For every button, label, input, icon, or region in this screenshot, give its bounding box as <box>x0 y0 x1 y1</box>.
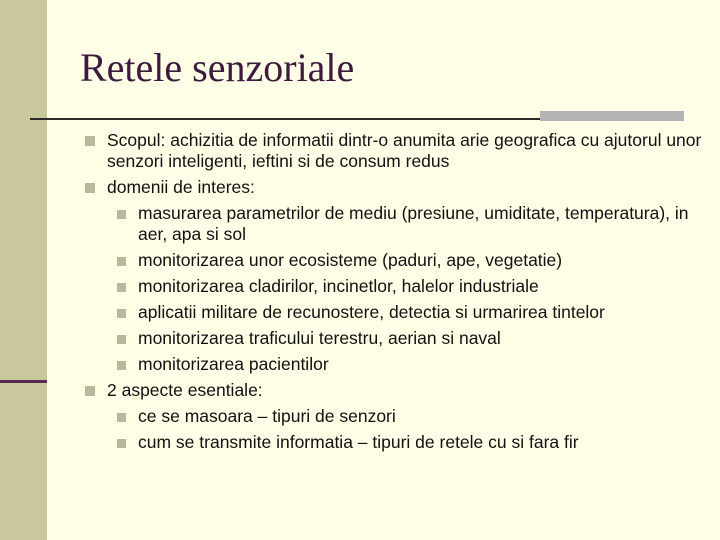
bullet-text: monitorizarea pacientilor <box>138 354 329 374</box>
square-bullet-icon <box>117 361 126 370</box>
square-bullet-icon <box>117 257 126 266</box>
sub-bullet-item <box>116 406 704 427</box>
square-bullet-icon <box>117 210 126 219</box>
title-underline <box>30 118 540 120</box>
bullet-item <box>84 130 704 172</box>
bullet-list <box>84 130 704 458</box>
square-bullet-icon <box>85 183 95 193</box>
sub-bullet-item <box>116 276 704 297</box>
bullet-item <box>84 177 704 198</box>
square-bullet-icon <box>117 335 126 344</box>
sub-bullet-item <box>116 328 704 349</box>
square-bullet-icon <box>117 439 126 448</box>
sub-bullet-item <box>116 203 704 245</box>
bullet-text: monitorizarea unor ecosisteme (paduri, ape, vegetatie) <box>138 250 563 270</box>
bullet-text: domenii de interes: <box>107 177 255 197</box>
sub-bullet-item <box>116 250 704 271</box>
left-decorative-band <box>0 0 47 540</box>
bullet-text: 2 aspecte esentiale: <box>107 380 263 400</box>
square-bullet-icon <box>85 136 95 146</box>
title-underline-accent <box>540 111 684 121</box>
sub-bullet-item <box>116 432 704 453</box>
sub-bullet-item <box>116 302 704 323</box>
square-bullet-icon <box>117 309 126 318</box>
sub-bullet-item <box>116 354 704 375</box>
bullet-text: cum se transmite informatia – tipuri de retele cu si fara fir <box>138 432 579 452</box>
bullet-text: masurarea parametrilor de mediu (presiune, umiditate, temperatura), in aer, apa si sol <box>138 203 689 244</box>
bullet-item <box>84 380 704 401</box>
left-band-divider <box>0 380 47 383</box>
bullet-text: monitorizarea traficului terestru, aerian si naval <box>138 328 501 348</box>
bullet-text: Scopul: achizitia de informatii dintr-o anumita arie geografica cu ajutorul unor senzori inteligenti, ieftini si de consum redus <box>107 130 702 171</box>
slide-title: Retele senzoriale <box>80 45 355 90</box>
square-bullet-icon <box>85 386 95 396</box>
bullet-text: ce se masoara – tipuri de senzori <box>138 406 396 426</box>
bullet-text: aplicatii militare de recunostere, detectia si urmarirea tintelor <box>138 302 605 322</box>
square-bullet-icon <box>117 283 126 292</box>
square-bullet-icon <box>117 413 126 422</box>
bullet-text: monitorizarea cladirilor, incinetlor, halelor industriale <box>138 276 539 296</box>
